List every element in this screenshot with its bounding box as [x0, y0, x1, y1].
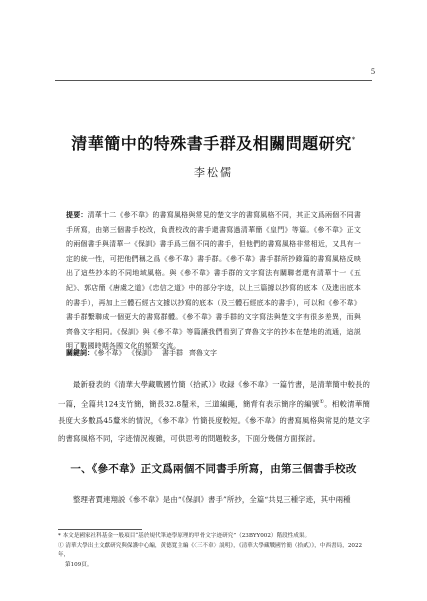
abstract-line: 個不同書手所寫，由第三個書手校改，負責校改的書手還書寫過清華簡《皇門》等篇。《參 — [66, 211, 361, 234]
header-rule — [55, 80, 372, 81]
keyword: 書手群 — [162, 349, 183, 357]
footnote — [58, 542, 370, 561]
author-name: 李松儒 — [194, 166, 233, 179]
abstract-line: 楚文字有很多差異，而與齊魯文字相同。《保訓》與《參不韋》等篇讓我們看到了齊魯文字 — [66, 313, 362, 336]
abstract-line: 手），可以和《參不韋》書手群繫聯成一個更大的書寫群體。《參不韋》書手群的文字寫法與 — [66, 298, 361, 322]
footnote — [58, 532, 370, 542]
abstract — [66, 208, 361, 354]
abstract-line: 不韋》正文的兩個書手與清華一《保訓》書手爲三個不同的書手，但他們的書寫風格非常 — [66, 225, 362, 249]
section-heading: 一、《參不韋》正文爲兩個不同書手所寫，由第三個書手校改 — [70, 463, 357, 475]
keyword: 齊魯文字 — [189, 349, 217, 357]
intro-text-continued: 。相較清華簡長度大多數爲45釐米的情況，《參不韋》竹簡長度較短。《參不韋》的書寫風格與常見的楚文字的書寫風格不同，字迹情況複雜，可供思考的問題較多，下面分幾個方面探討。 — [58, 398, 370, 443]
abstract-line: 相近，又具有一定的統一性，可把他們稱之爲《參不韋》書手群。《參不韋》書手群所抄錄篇 — [66, 240, 361, 263]
abstract-line: 的抄本在楚地的流通，這説明了戰國時期各國文化的頻繁交流。 — [66, 327, 361, 351]
abstract-label: 提要： — [66, 210, 88, 219]
footnote-mark: * — [58, 533, 61, 539]
section-paragraph: 整理者賈連翔説《參不韋》是由“《保訓》書手”所抄，全篇“共見三種字迹，其中兩種 — [73, 495, 351, 504]
footnote-ref-1[interactable]: ① — [319, 398, 325, 405]
footnote-text: 本文是國家社科基金一般項目“基於規代筆迹學原理的甲骨文字迹研究”（23BYY002）階段性成果。 — [62, 533, 311, 539]
footnote-rule — [58, 529, 142, 530]
footnotes — [58, 532, 370, 570]
title-footnote-mark: * — [351, 136, 356, 144]
article-title — [0, 131, 427, 154]
page-number: 5 — [371, 67, 375, 76]
footnote-continuation: 第109頁。 — [65, 561, 93, 568]
keyword: 《保訓》 — [131, 349, 156, 357]
keywords-label: 關鍵詞： — [66, 348, 94, 357]
title-text: 清華簡中的特殊書手群及相關問題研究 — [71, 134, 352, 153]
abstract-line: 的底本（及進出底本的書手），再加上三體石經古文據以抄寫的底本（及三體石經底本的書 — [66, 283, 361, 307]
abstract-line: 清華十二《參不韋》的書寫風格與常見的楚文字的書寫風格不同，其正文爲兩 — [87, 211, 333, 219]
keywords — [66, 347, 361, 359]
intro-paragraph — [58, 376, 370, 447]
footnote-text: 清華大學出土文獻研究與保護中心編，黄德寬主編《〈三不韋〉説明》，《清華大學藏戰國竹簡（拾貳）》，中西書局，2022年， — [58, 542, 363, 559]
abstract-line: 還有清華十一《五紀》、郭店簡《唐虞之道》《忠信之道》中的部分字迹，以上三篇據以抄寫 — [66, 269, 361, 292]
footnote-mark: ① — [58, 542, 64, 549]
intro-text: 最新發表的《清華大學藏戰國竹簡（拾貳）》收録《參不韋》一篇竹書，是清華簡中較長的一篇，全篇共124支竹簡，簡長32.8釐米，三道編繩，簡背有表示簡序的編號 — [58, 380, 370, 408]
abstract-line: 的書寫風格反映出了這些抄本的不同地域風格。與《參不韋》書手群的文字寫法有關聯者 — [66, 254, 361, 278]
keyword: 《參不韋》 — [94, 349, 126, 357]
